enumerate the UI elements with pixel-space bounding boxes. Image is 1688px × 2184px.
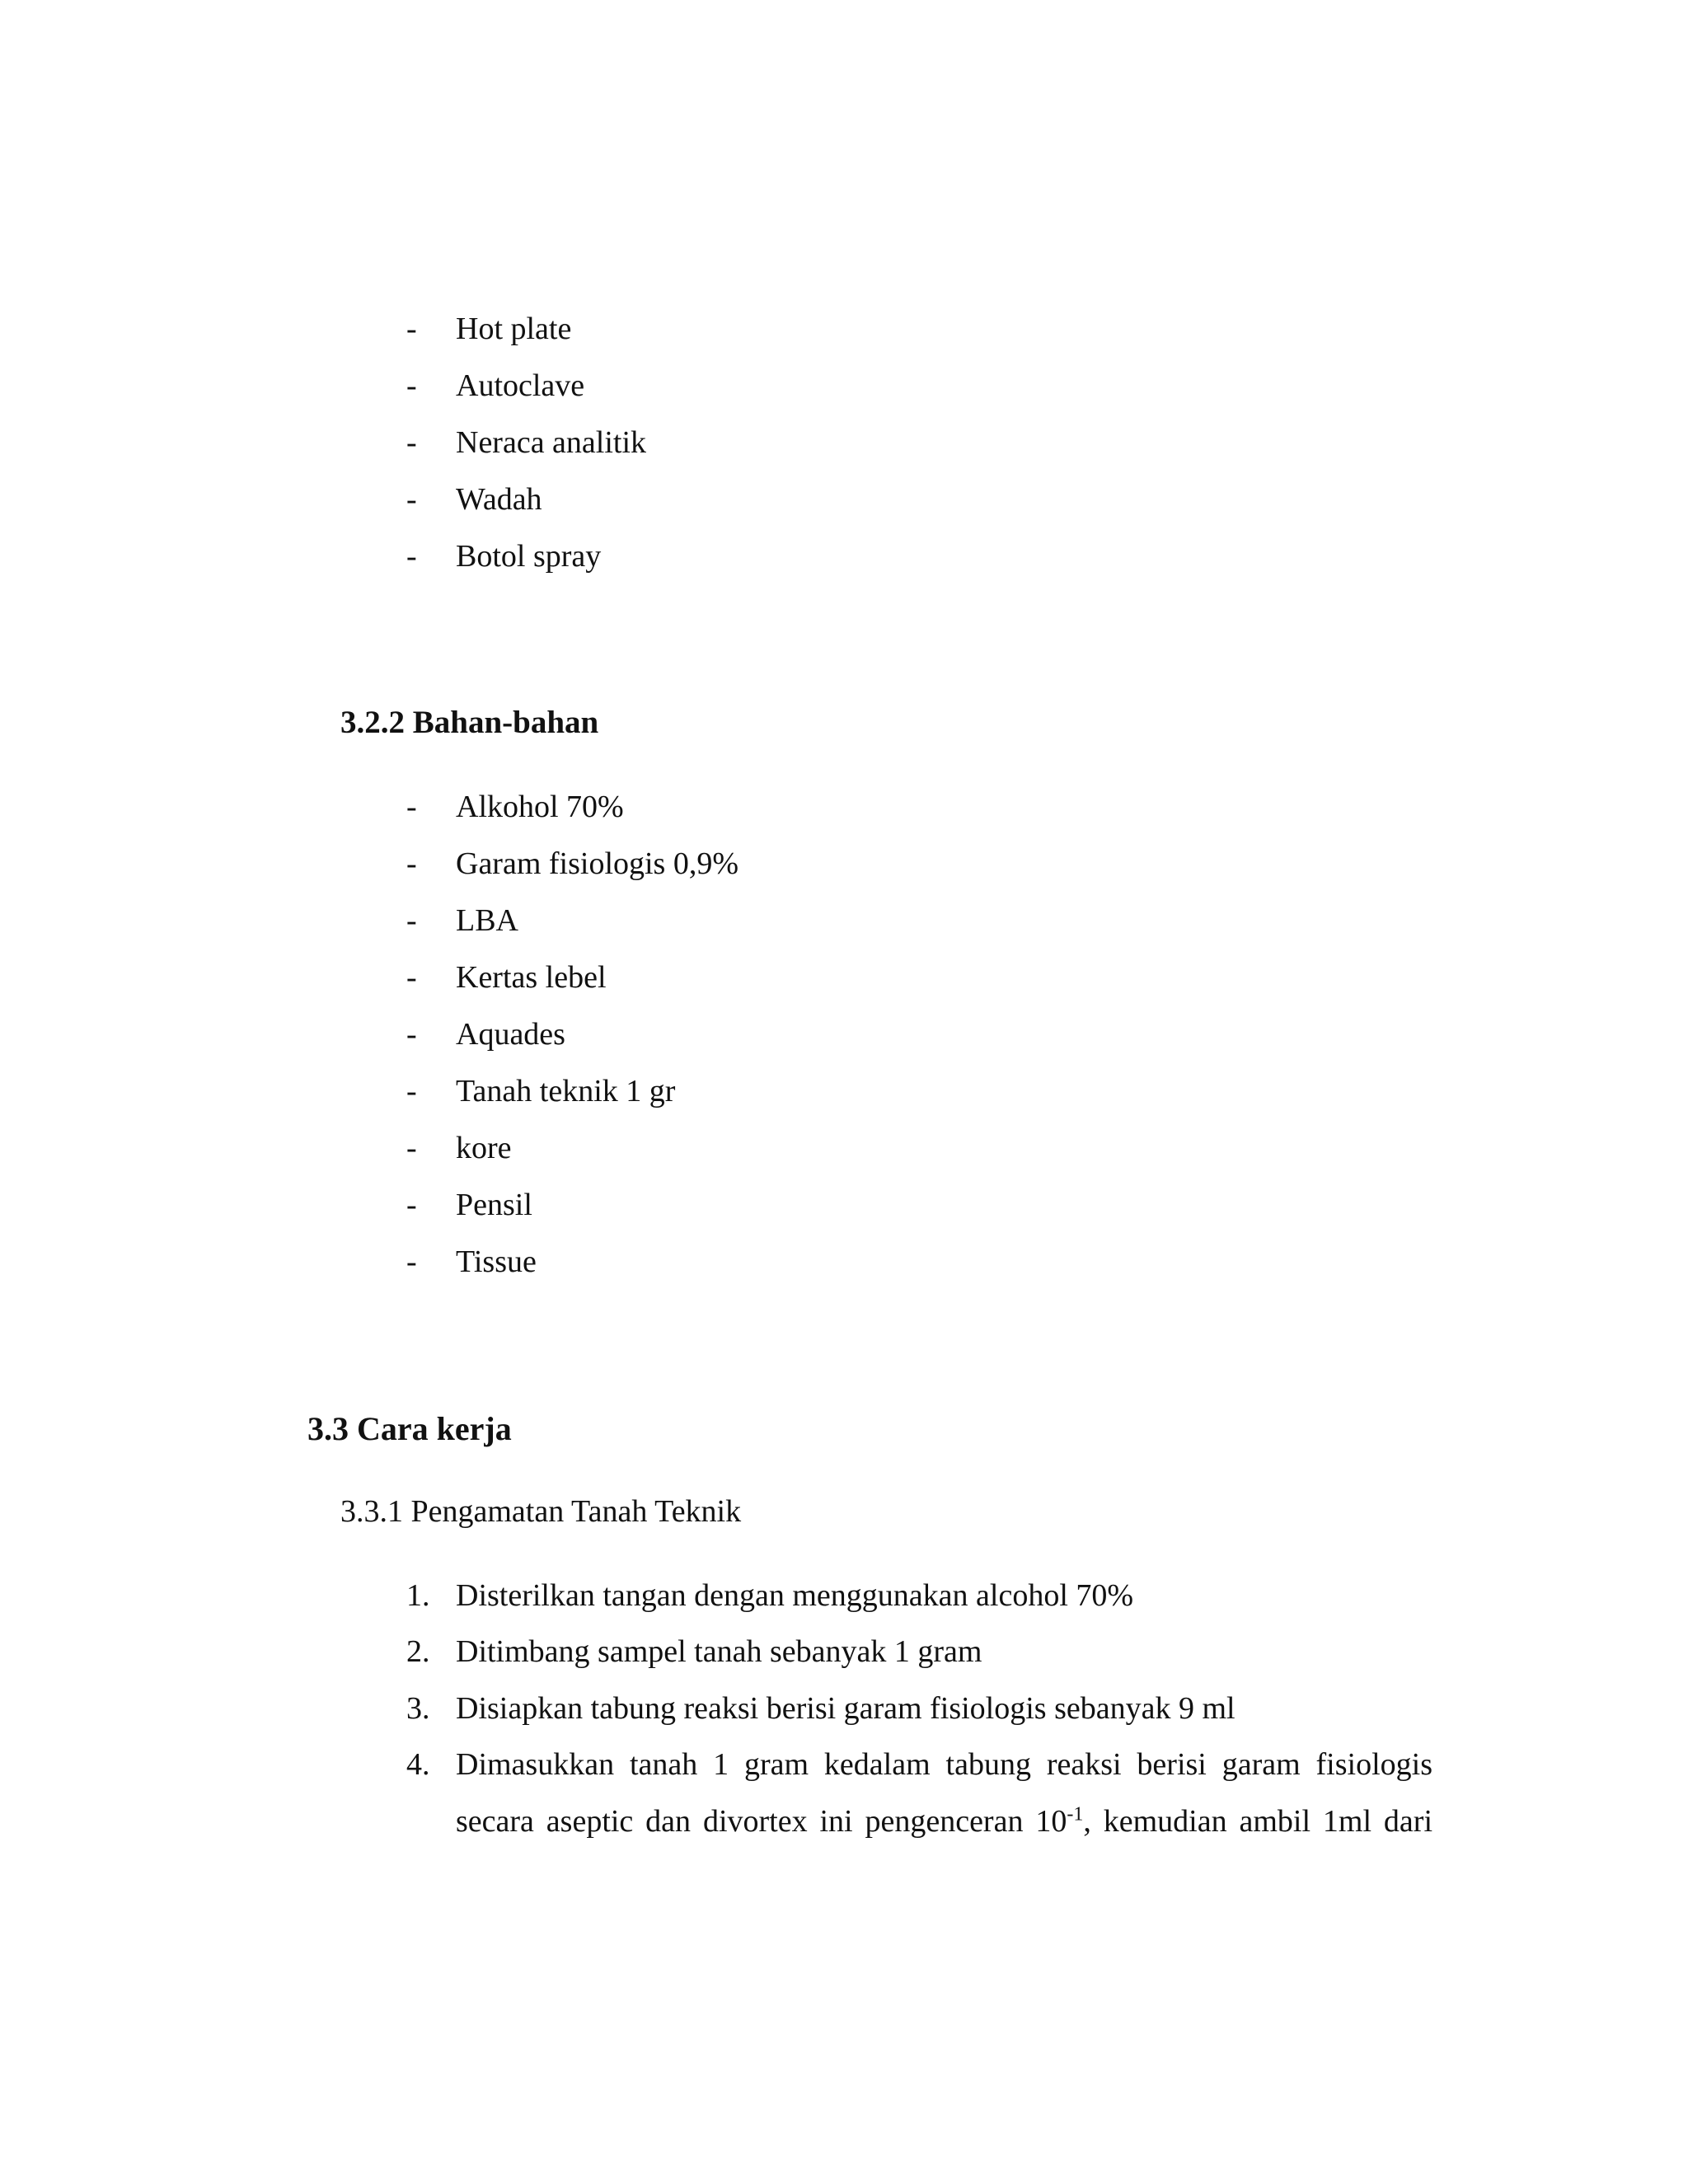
step-text: Disterilkan tangan dengan menggunakan alcohol 70% [456, 1578, 1134, 1613]
bullet-dash: - [406, 368, 417, 403]
list-item-text: Autoclave [456, 368, 585, 403]
superscript-exponent: -1 [1067, 1803, 1084, 1825]
list-item-text: LBA [456, 903, 518, 938]
step-text-part: secara aseptic dan divortex ini pengenceran 10 [456, 1804, 1067, 1839]
bullet-dash: - [406, 1074, 417, 1108]
list-item-text: Pensil [456, 1188, 532, 1222]
list-item-text: Kertas lebel [456, 960, 607, 995]
list-item-text: Alkohol 70% [456, 790, 624, 824]
bullet-dash: - [406, 903, 417, 938]
step-text: Ditimbang sampel tanah sebanyak 1 gram [456, 1634, 982, 1669]
list-item-text: Tanah teknik 1 gr [456, 1074, 676, 1108]
bullet-dash: - [406, 790, 417, 824]
list-item-text: Garam fisiologis 0,9% [456, 846, 739, 881]
bullet-dash: - [406, 312, 417, 346]
list-item-text: kore [456, 1131, 512, 1165]
list-item-text: Neraca analitik [456, 425, 647, 460]
bullet-dash: - [406, 846, 417, 881]
bullet-dash: - [406, 482, 417, 517]
bullet-dash: - [406, 539, 417, 574]
step-number: 1. [406, 1578, 430, 1613]
bullet-dash: - [406, 960, 417, 995]
bullet-dash: - [406, 1188, 417, 1222]
list-item-text: Botol spray [456, 539, 602, 574]
subsection-heading: 3.3.1 Pengamatan Tanah Teknik [340, 1494, 742, 1529]
list-item-text: Hot plate [456, 312, 572, 346]
step-text: Disiapkan tabung reaksi berisi garam fisiologis sebanyak 9 ml [456, 1691, 1236, 1726]
section-heading-cara-kerja: 3.3 Cara kerja [307, 1410, 512, 1447]
step-number: 2. [406, 1634, 430, 1669]
section-heading-bahan: 3.2.2 Bahan-bahan [340, 705, 599, 740]
step-number: 3. [406, 1691, 430, 1726]
list-item-text: Wadah [456, 482, 542, 517]
list-item-text: Aquades [456, 1017, 565, 1052]
bullet-dash: - [406, 1244, 417, 1279]
step-text-part: , kemudian ambil 1ml dari [1083, 1804, 1432, 1839]
step-text-line-1: Dimasukkan tanah 1 gram kedalam tabung reaksi berisi garam fisiologis [456, 1747, 1432, 1782]
bullet-dash: - [406, 1017, 417, 1052]
list-item-text: Tissue [456, 1244, 537, 1279]
bullet-dash: - [406, 425, 417, 460]
bullet-dash: - [406, 1131, 417, 1165]
step-number: 4. [406, 1747, 430, 1782]
step-text-line-2 [456, 1802, 1432, 1840]
